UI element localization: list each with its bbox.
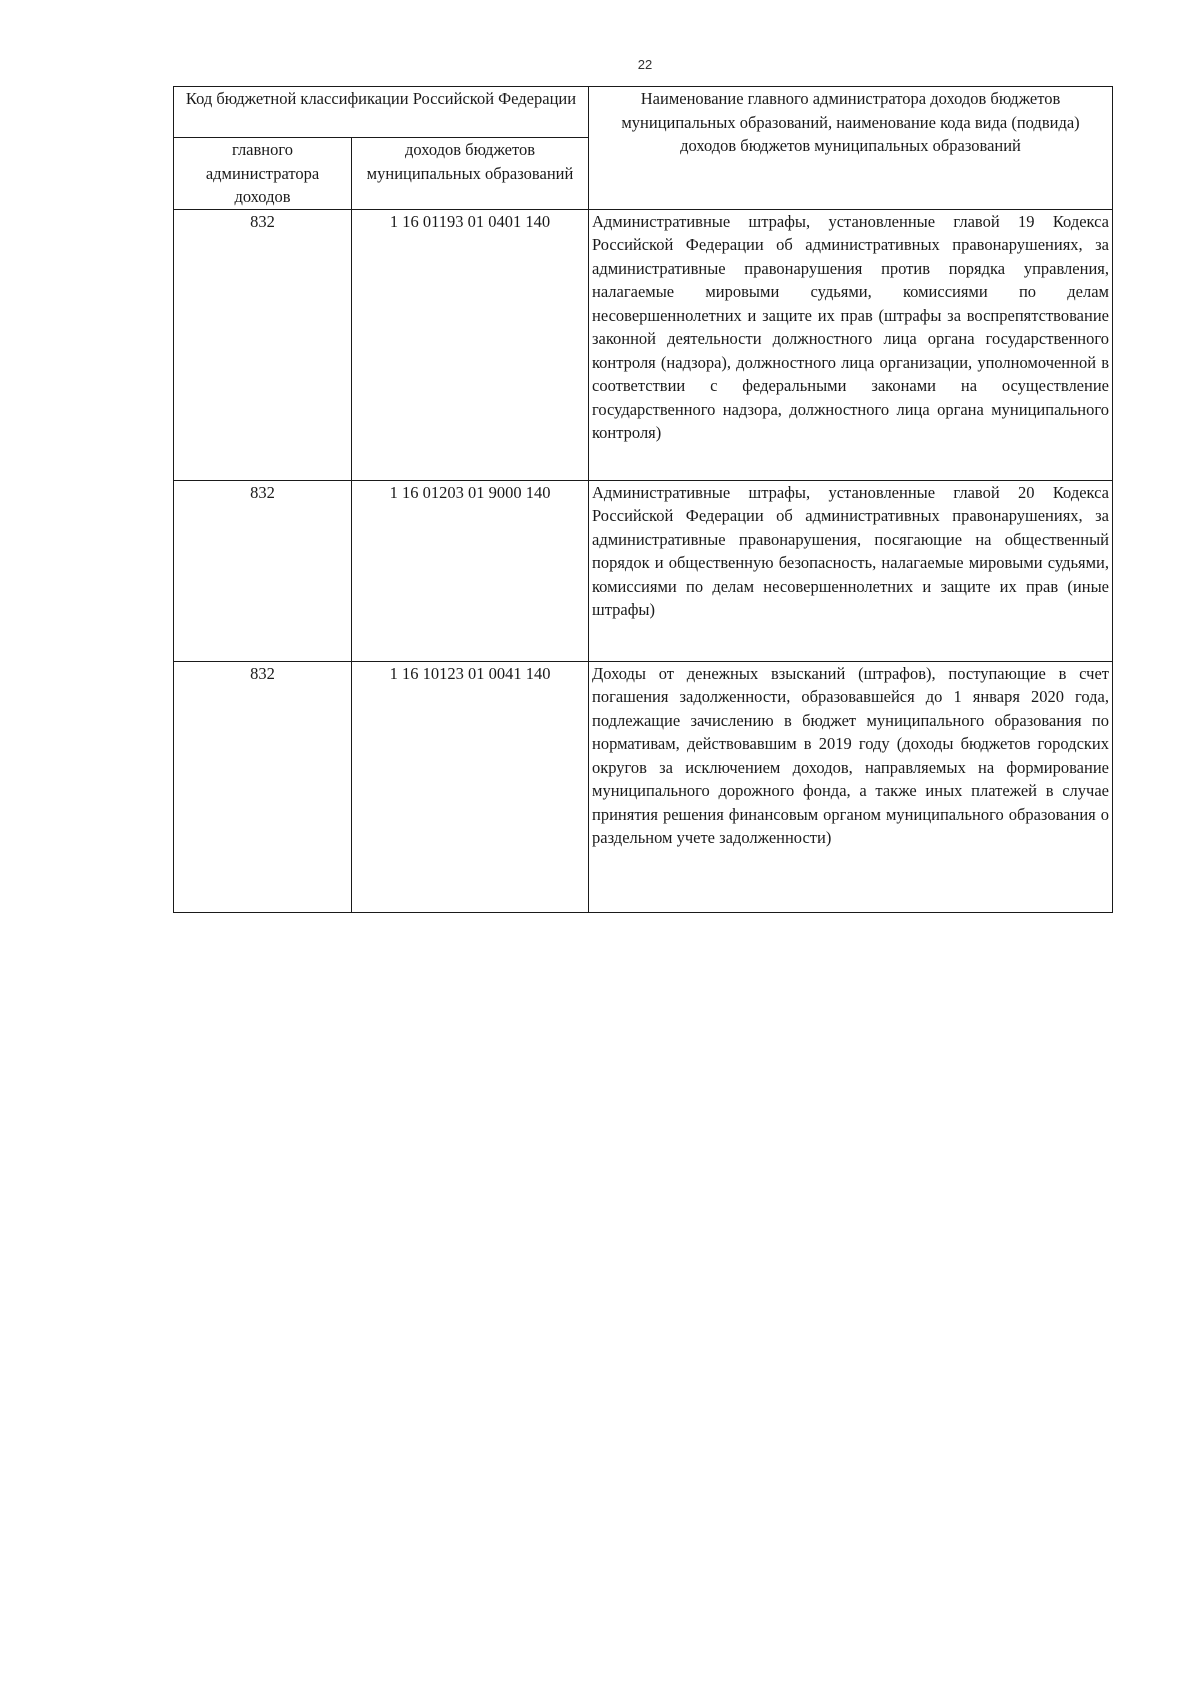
table-header-row (174, 87, 1113, 138)
table-row (174, 661, 1113, 912)
income-code-cell: 1 16 01193 01 0401 140 (352, 209, 589, 480)
header-municipal-income: доходов бюджетов муниципальных образований (352, 138, 589, 210)
income-code-cell: 1 16 10123 01 0041 140 (352, 661, 589, 912)
admin-code-cell: 832 (174, 480, 352, 661)
admin-code-cell: 832 (174, 209, 352, 480)
header-kbk-group: Код бюджетной классификации Российской Федерации (174, 87, 589, 138)
header-name: Наименование главного администратора доходов бюджетов муниципальных образований, наименование кода вида (подвида) доходов бюджетов муниципальных образований (589, 87, 1113, 210)
admin-code-cell: 832 (174, 661, 352, 912)
table-row (174, 209, 1113, 480)
page-number: 22 (637, 57, 653, 72)
description-cell: Административные штрафы, установленные главой 20 Кодекса Российской Федерации об административных правонарушениях, за административные правонарушения, посягающие на общественный порядок и общественную безопасность, налагаемые мировыми судьями, комиссиями по делам несовершеннолетних и защите их прав (иные штрафы) (589, 480, 1113, 661)
income-code-cell: 1 16 01203 01 9000 140 (352, 480, 589, 661)
budget-classification-table (173, 86, 1113, 913)
table-row (174, 480, 1113, 661)
header-main-admin: главного администратора доходов (174, 138, 352, 210)
description-cell: Доходы от денежных взысканий (штрафов), поступающие в счет погашения задолженности, образовавшейся до 1 января 2020 года, подлежащие зачислению в бюджет муниципального образования по нормативам, действовавшим в 2019 году (доходы бюджетов городских округов за исключением доходов, направляемых на формирование муниципального дорожного фонда, а также иных платежей в случае принятия решения финансовым органом муниципального образования о раздельном учете задолженности) (589, 661, 1113, 912)
description-cell: Административные штрафы, установленные главой 19 Кодекса Российской Федерации об административных правонарушениях, за административные правонарушения против порядка управления, налагаемые мировыми судьями, комиссиями по делам несовершеннолетних и защите их прав (штрафы за воспрепятствование законной деятельности должностного лица органа государственного контроля (надзора), должностного лица организации, уполномоченной в соответствии с федеральными законами на осуществление государственного надзора, должностного лица органа муниципального контроля) (589, 209, 1113, 480)
